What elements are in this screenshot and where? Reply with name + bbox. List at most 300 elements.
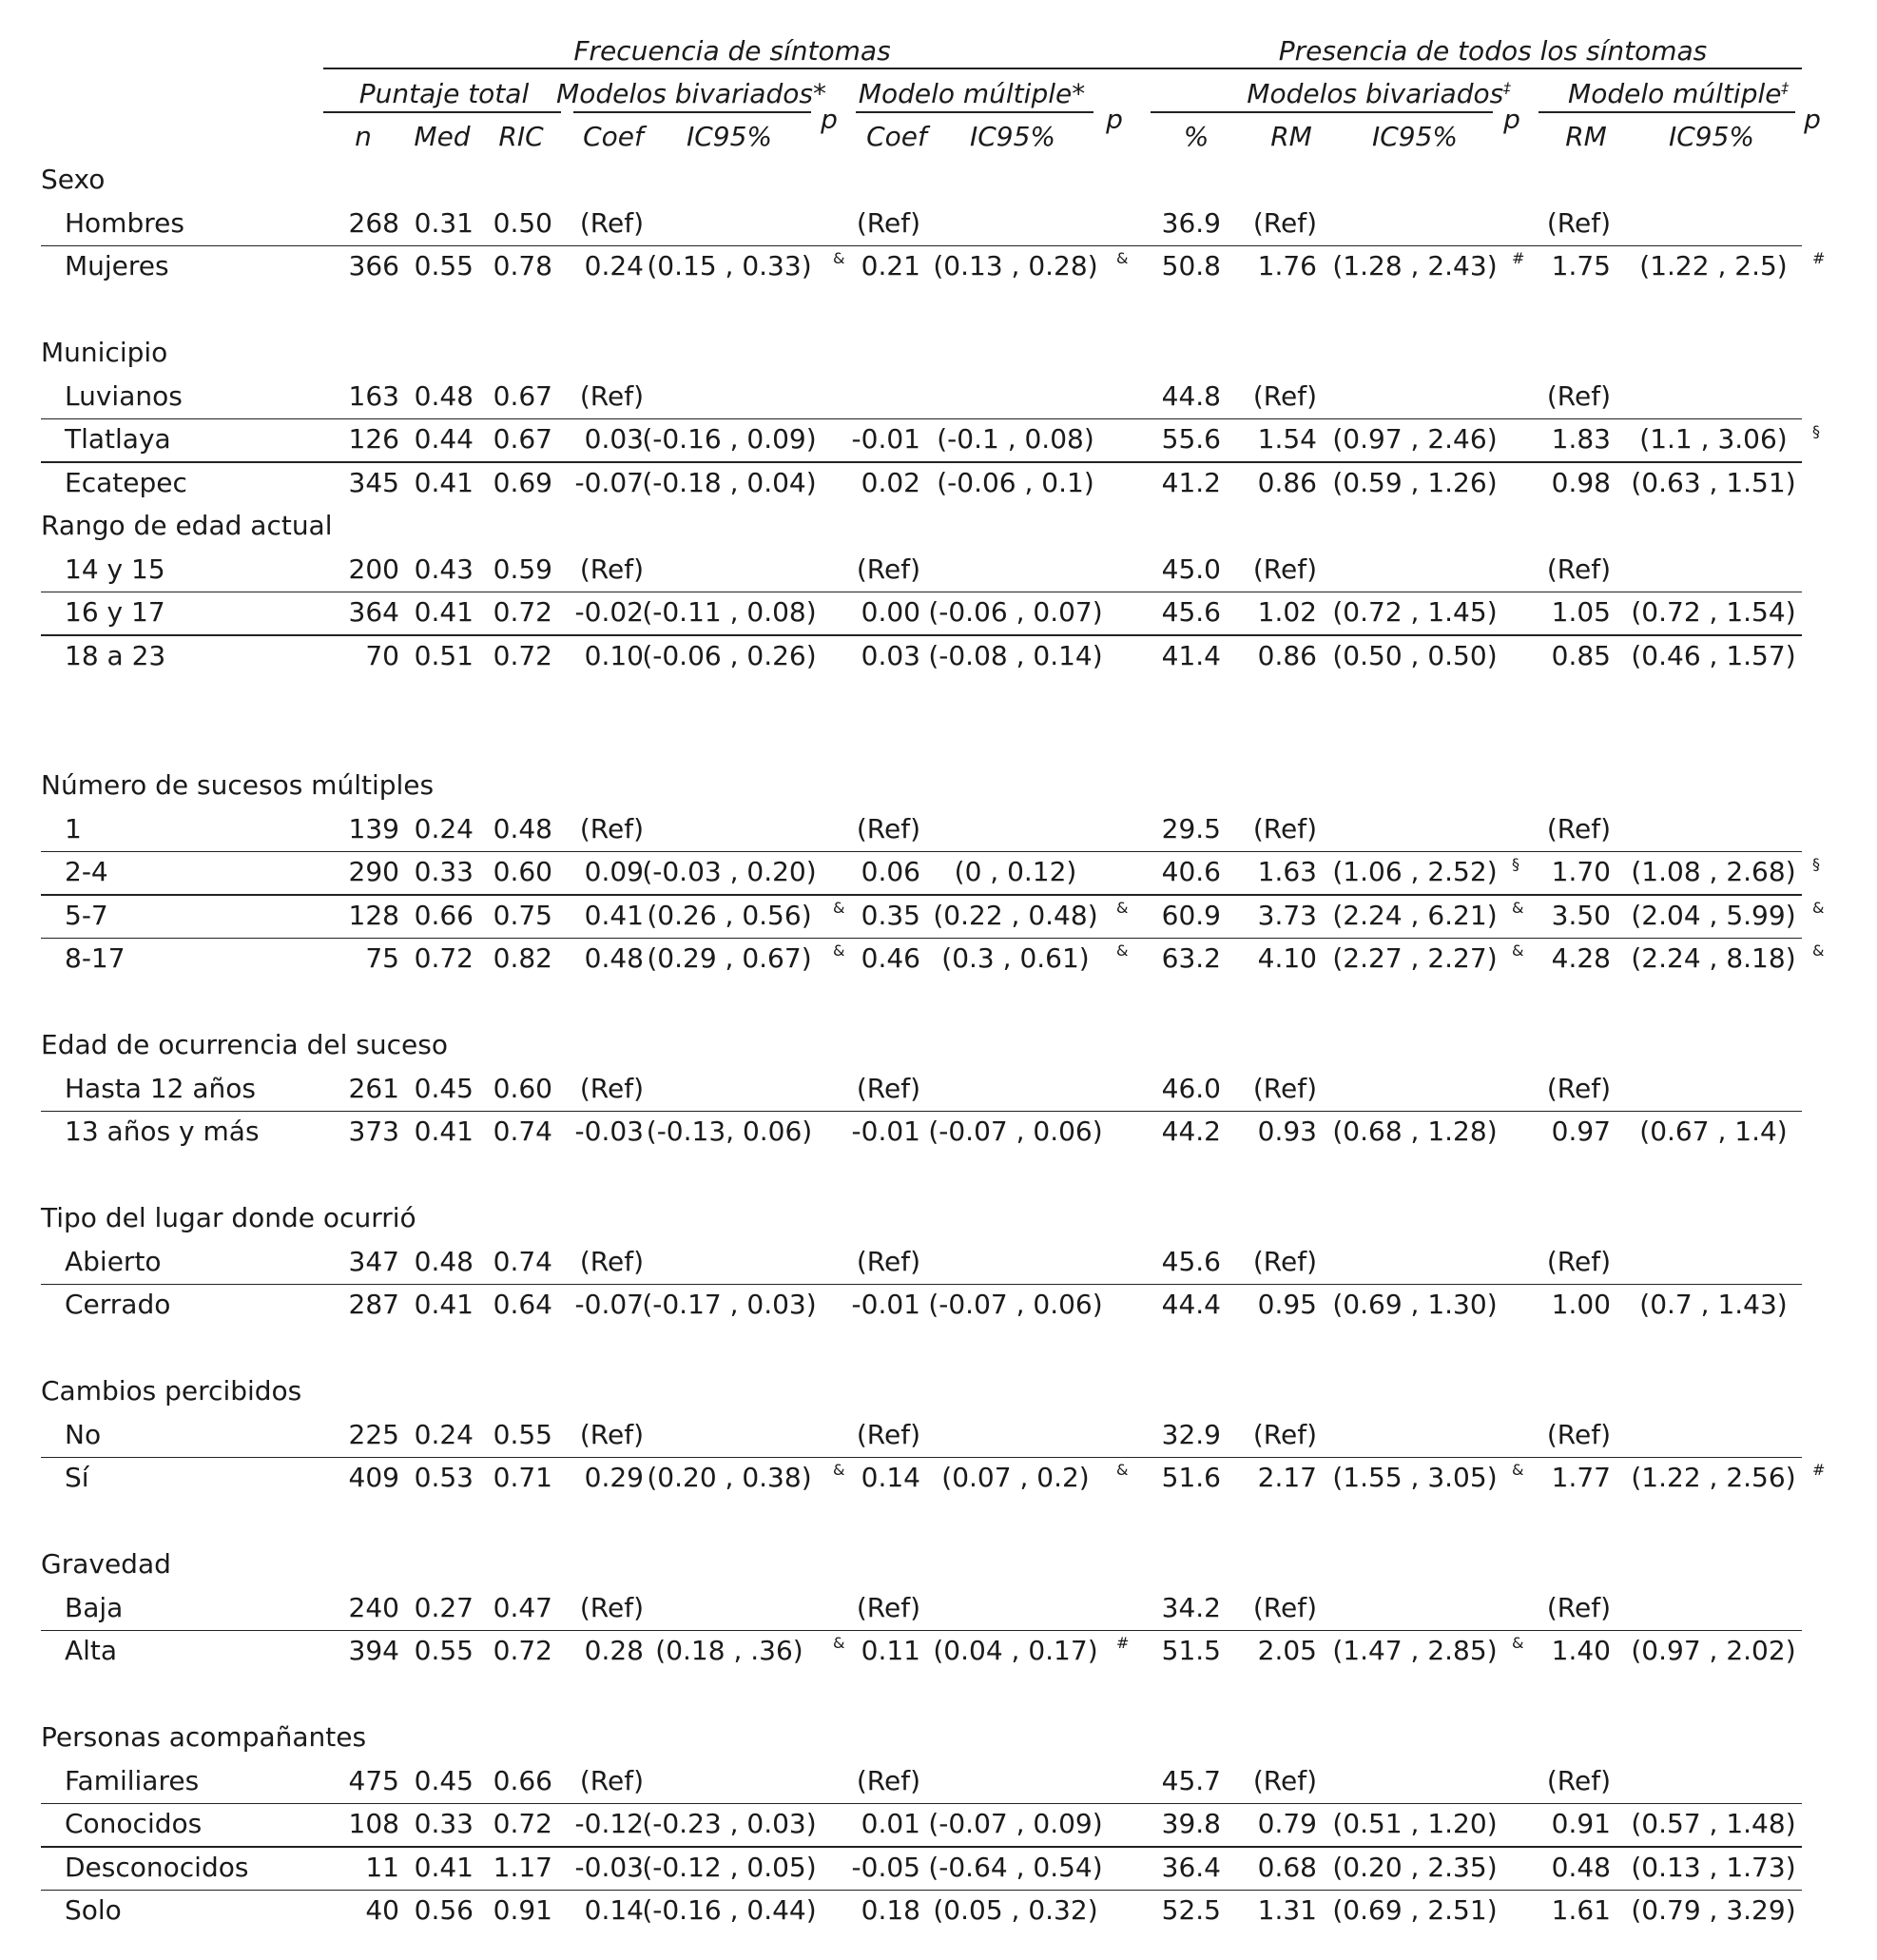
row-divider: [41, 1111, 1802, 1113]
cell-pct: 34.2: [1161, 1591, 1221, 1623]
cell-coef2: (Ref): [856, 206, 920, 239]
cell-rm2: 1.83: [1551, 423, 1611, 455]
header-puntaje-total: Puntaje total: [358, 78, 530, 109]
cell-rm1: 0.79: [1257, 1808, 1317, 1839]
row-divider: [41, 592, 1802, 593]
cell-rm2: 3.50: [1551, 899, 1611, 931]
cell-coef1: -0.07: [574, 1289, 644, 1320]
cell-pct: 29.5: [1161, 812, 1221, 844]
cell-coef2: (Ref): [856, 1418, 920, 1450]
cell-coef1: 0.41: [584, 899, 644, 931]
cell-ic1: (-0.06 , 0.26): [642, 639, 817, 671]
header-p-3: p: [1503, 104, 1520, 135]
cell-ric: 0.72: [493, 1808, 552, 1839]
cell-ric: 0.59: [493, 553, 552, 585]
cell-coef2: 0.18: [861, 1894, 920, 1926]
p-value-marker: &: [1812, 941, 1825, 960]
cell-ic1: (-0.16 , 0.09): [642, 423, 817, 455]
col-rm-2: RM: [1565, 121, 1607, 152]
cell-pct: 39.8: [1161, 1808, 1221, 1839]
cell-ic3: (0.59 , 1.26): [1332, 466, 1498, 498]
cell-med: 0.41: [414, 1289, 474, 1320]
row-label: Desconocidos: [65, 1851, 249, 1883]
cell-rm2: 1.00: [1551, 1289, 1611, 1320]
cell-ic1: (-0.13, 0.06): [646, 1116, 813, 1147]
cell-rm1: 0.95: [1257, 1289, 1317, 1320]
cell-n: 373: [348, 1116, 399, 1147]
cell-coef2: (Ref): [856, 1072, 920, 1104]
row-label: Abierto: [65, 1245, 162, 1277]
row-label: Alta: [65, 1635, 118, 1666]
cell-pct: 50.8: [1161, 250, 1221, 281]
cell-ic1: (0.26 , 0.56): [647, 899, 812, 931]
cell-ic3: (1.47 , 2.85): [1332, 1635, 1498, 1666]
cell-rm2: 1.05: [1551, 596, 1611, 628]
row-label: 13 años y más: [65, 1116, 260, 1147]
cell-ic4: (0.46 , 1.57): [1631, 639, 1796, 671]
cell-pct: 41.2: [1161, 466, 1221, 498]
p-value-marker: &: [833, 249, 845, 267]
cell-med: 0.33: [414, 1808, 474, 1839]
cell-coef1: (Ref): [579, 553, 644, 585]
header-rule-multiple-right: [1538, 111, 1795, 113]
cell-pct: 40.6: [1161, 856, 1221, 887]
cell-ic4: (2.04 , 5.99): [1631, 899, 1796, 931]
cell-ic3: (0.68 , 1.28): [1332, 1116, 1498, 1147]
cell-n: 347: [348, 1245, 399, 1277]
row-label: 8-17: [65, 942, 126, 974]
col-ic95-2: IC95%: [969, 121, 1056, 152]
cell-n: 475: [348, 1764, 399, 1796]
row-label: Tlatlaya: [65, 423, 171, 455]
cell-rm1: 2.05: [1257, 1635, 1317, 1666]
p-value-marker: &: [833, 898, 845, 917]
cell-coef1: 0.24: [584, 250, 644, 281]
group-title: Gravedad: [41, 1548, 171, 1580]
cell-ric: 0.74: [493, 1245, 552, 1277]
cell-coef2: 0.11: [861, 1635, 920, 1666]
cell-rm1: 1.02: [1257, 596, 1317, 628]
cell-coef1: (Ref): [579, 1418, 644, 1450]
cell-ic1: (-0.23 , 0.03): [642, 1808, 817, 1839]
header-modelo-multiple-left: Modelo múltiple*: [858, 78, 1086, 109]
cell-rm2: 0.98: [1551, 466, 1611, 498]
cell-rm1: 1.63: [1257, 856, 1317, 887]
cell-ric: 0.50: [493, 206, 552, 239]
cell-ic4: (0.13 , 1.73): [1631, 1851, 1796, 1883]
row-label: Conocidos: [65, 1808, 203, 1839]
cell-pct: 45.6: [1161, 596, 1221, 628]
cell-coef2: 0.14: [861, 1462, 920, 1493]
group-title: Rango de edad actual: [41, 510, 333, 541]
row-label: Baja: [65, 1591, 124, 1623]
group-title: Edad de ocurrencia del suceso: [41, 1029, 448, 1060]
p-value-marker: &: [1812, 898, 1825, 917]
cell-ic2: (0.13 , 0.28): [933, 250, 1098, 281]
cell-rm2: (Ref): [1546, 1418, 1611, 1450]
cell-pct: 52.5: [1161, 1894, 1221, 1926]
p-value-marker: §: [1512, 855, 1519, 873]
cell-ric: 0.72: [493, 1635, 552, 1666]
cell-ic3: (0.72 , 1.45): [1332, 596, 1498, 628]
cell-ric: 0.67: [493, 423, 552, 455]
row-divider: [41, 1457, 1802, 1459]
cell-ic1: (-0.03 , 0.20): [642, 856, 817, 887]
cell-rm1: 0.93: [1257, 1116, 1317, 1147]
row-label: Solo: [65, 1894, 122, 1926]
header-rule-multiple-left: [856, 111, 1093, 113]
cell-ic1: (0.29 , 0.67): [647, 942, 812, 974]
cell-ic4: (0.63 , 1.51): [1631, 466, 1796, 498]
cell-med: 0.45: [414, 1072, 474, 1104]
p-value-marker: §: [1812, 855, 1820, 873]
cell-ic2: (-0.08 , 0.14): [928, 639, 1103, 671]
header-presencia-sintomas: Presencia de todos los síntomas: [1278, 35, 1708, 67]
cell-ric: 0.64: [493, 1289, 552, 1320]
row-divider: [41, 851, 1802, 853]
cell-n: 366: [348, 250, 399, 281]
group-title: Municipio: [41, 337, 168, 368]
col-ic95-1: IC95%: [686, 121, 773, 152]
cell-ric: 0.69: [493, 466, 552, 498]
cell-ic3: (1.28 , 2.43): [1332, 250, 1498, 281]
cell-ic4: (0.79 , 3.29): [1631, 1894, 1796, 1926]
col-ic95-3: IC95%: [1371, 121, 1459, 152]
cell-ic1: (-0.16 , 0.44): [642, 1894, 817, 1926]
cell-rm2: (Ref): [1546, 1245, 1611, 1277]
cell-ic2: (0.05 , 0.32): [933, 1894, 1098, 1926]
cell-ic4: (2.24 , 8.18): [1631, 942, 1796, 974]
cell-coef1: -0.02: [574, 596, 644, 628]
cell-rm2: (Ref): [1546, 812, 1611, 844]
cell-coef2: -0.01: [851, 423, 920, 455]
col-coef-2: Coef: [866, 121, 927, 152]
cell-n: 163: [348, 379, 399, 412]
header-modelos-bivariados-right: Modelos bivariados‡: [1247, 78, 1511, 109]
header-p-4: p: [1804, 104, 1821, 135]
cell-ic3: (2.24 , 6.21): [1332, 899, 1498, 931]
cell-pct: 60.9: [1161, 899, 1221, 931]
cell-n: 139: [348, 812, 399, 844]
cell-rm2: (Ref): [1546, 553, 1611, 585]
cell-ic2: (0.22 , 0.48): [933, 899, 1098, 931]
cell-rm2: 1.70: [1551, 856, 1611, 887]
cell-ric: 0.67: [493, 379, 552, 412]
cell-coef1: 0.28: [584, 1635, 644, 1666]
cell-ric: 1.17: [493, 1851, 552, 1883]
p-value-marker: &: [833, 941, 845, 960]
cell-rm1: (Ref): [1252, 1245, 1317, 1277]
cell-rm2: 0.97: [1551, 1116, 1611, 1147]
p-value-marker: #: [1116, 1634, 1130, 1652]
cell-ic2: (0 , 0.12): [954, 856, 1077, 887]
group-title: Sexo: [41, 164, 106, 195]
cell-rm1: 1.76: [1257, 250, 1317, 281]
cell-rm1: (Ref): [1252, 553, 1317, 585]
cell-med: 0.53: [414, 1462, 474, 1493]
cell-pct: 45.0: [1161, 553, 1221, 585]
cell-coef2: (Ref): [856, 1245, 920, 1277]
cell-med: 0.43: [414, 553, 474, 585]
cell-ic1: (-0.17 , 0.03): [642, 1289, 817, 1320]
cell-ic3: (0.20 , 2.35): [1332, 1851, 1498, 1883]
cell-ic4: (1.22 , 2.56): [1631, 1462, 1796, 1493]
cell-ic3: (0.51 , 1.20): [1332, 1808, 1498, 1839]
cell-ric: 0.71: [493, 1462, 552, 1493]
cell-rm1: (Ref): [1252, 812, 1317, 844]
row-label: 5-7: [65, 899, 108, 931]
cell-med: 0.41: [414, 466, 474, 498]
cell-n: 108: [348, 1808, 399, 1839]
cell-med: 0.66: [414, 899, 474, 931]
header-modelo-multiple-right: Modelo múltiple‡: [1568, 78, 1789, 109]
cell-rm1: 1.54: [1257, 423, 1317, 455]
cell-rm2: 1.75: [1551, 250, 1611, 281]
cell-n: 345: [348, 466, 399, 498]
cell-ic4: (0.72 , 1.54): [1631, 596, 1796, 628]
cell-rm2: (Ref): [1546, 379, 1611, 412]
p-value-marker: §: [1812, 422, 1820, 440]
p-value-marker: #: [1812, 1461, 1826, 1479]
cell-rm2: (Ref): [1546, 206, 1611, 239]
cell-n: 126: [348, 423, 399, 455]
cell-rm1: (Ref): [1252, 379, 1317, 412]
cell-med: 0.41: [414, 596, 474, 628]
row-divider: [41, 461, 1802, 463]
cell-pct: 32.9: [1161, 1418, 1221, 1450]
p-value-marker: &: [1116, 1461, 1129, 1479]
p-value-marker: &: [833, 1634, 845, 1652]
cell-ric: 0.72: [493, 596, 552, 628]
cell-med: 0.33: [414, 856, 474, 887]
cell-rm1: (Ref): [1252, 1591, 1317, 1623]
cell-rm1: 0.86: [1257, 639, 1317, 671]
cell-med: 0.48: [414, 1245, 474, 1277]
cell-ic2: (-0.1 , 0.08): [937, 423, 1094, 455]
cell-n: 364: [348, 596, 399, 628]
cell-med: 0.55: [414, 1635, 474, 1666]
cell-coef1: 0.10: [584, 639, 644, 671]
cell-ric: 0.60: [493, 856, 552, 887]
cell-coef2: (Ref): [856, 1764, 920, 1796]
cell-ic4: (0.57 , 1.48): [1631, 1808, 1796, 1839]
p-value-marker: &: [833, 1461, 845, 1479]
row-label: Hombres: [65, 206, 184, 239]
header-frecuencia-sintomas: Frecuencia de síntomas: [573, 35, 891, 67]
cell-coef1: (Ref): [579, 812, 644, 844]
cell-pct: 63.2: [1161, 942, 1221, 974]
col-coef-1: Coef: [583, 121, 644, 152]
row-divider: [41, 1803, 1802, 1805]
cell-rm2: (Ref): [1546, 1072, 1611, 1104]
p-value-marker: #: [1512, 249, 1525, 267]
cell-med: 0.56: [414, 1894, 474, 1926]
cell-rm2: (Ref): [1546, 1764, 1611, 1796]
cell-n: 240: [348, 1591, 399, 1623]
cell-coef1: 0.29: [584, 1462, 644, 1493]
group-title: Cambios percibidos: [41, 1375, 302, 1407]
cell-ric: 0.78: [493, 250, 552, 281]
cell-pct: 51.5: [1161, 1635, 1221, 1666]
cell-n: 268: [348, 206, 399, 239]
cell-med: 0.41: [414, 1116, 474, 1147]
cell-rm1: 2.17: [1257, 1462, 1317, 1493]
cell-coef1: (Ref): [579, 379, 644, 412]
cell-coef2: 0.46: [861, 942, 920, 974]
cell-rm2: 1.40: [1551, 1635, 1611, 1666]
cell-ic3: (0.69 , 1.30): [1332, 1289, 1498, 1320]
cell-rm2: 1.77: [1551, 1462, 1611, 1493]
cell-ic2: (-0.06 , 0.07): [928, 596, 1103, 628]
cell-ic3: (1.55 , 3.05): [1332, 1462, 1498, 1493]
cell-rm1: (Ref): [1252, 206, 1317, 239]
cell-n: 40: [365, 1894, 399, 1926]
cell-rm1: 0.86: [1257, 466, 1317, 498]
row-divider: [41, 245, 1802, 247]
row-label: No: [65, 1418, 102, 1450]
cell-ic1: (0.15 , 0.33): [647, 250, 812, 281]
cell-n: 394: [348, 1635, 399, 1666]
cell-ic3: (0.50 , 0.50): [1332, 639, 1498, 671]
cell-med: 0.72: [414, 942, 474, 974]
cell-ic4: (0.7 , 1.43): [1639, 1289, 1788, 1320]
header-p-2: p: [1106, 104, 1123, 135]
row-divider: [41, 1284, 1802, 1286]
col-n: n: [355, 121, 372, 152]
cell-pct: 51.6: [1161, 1462, 1221, 1493]
cell-coef2: 0.00: [861, 596, 920, 628]
cell-ric: 0.74: [493, 1116, 552, 1147]
col-med: Med: [414, 121, 471, 152]
cell-n: 11: [365, 1851, 399, 1883]
cell-ic2: (-0.64 , 0.54): [928, 1851, 1103, 1883]
header-rule-bivariados-right: [1151, 111, 1493, 113]
cell-rm2: 0.85: [1551, 639, 1611, 671]
cell-rm2: 4.28: [1551, 942, 1611, 974]
cell-coef1: -0.12: [574, 1808, 644, 1839]
row-divider: [41, 1846, 1802, 1848]
col-ric: RIC: [498, 121, 544, 152]
cell-rm1: (Ref): [1252, 1764, 1317, 1796]
row-label: Mujeres: [65, 250, 169, 281]
p-value-marker: &: [1116, 898, 1129, 917]
cell-ic4: (1.1 , 3.06): [1639, 423, 1788, 455]
row-label: Familiares: [65, 1764, 200, 1796]
cell-ic3: (2.27 , 2.27): [1332, 942, 1498, 974]
cell-ic4: (0.97 , 2.02): [1631, 1635, 1796, 1666]
cell-coef2: 0.35: [861, 899, 920, 931]
cell-med: 0.45: [414, 1764, 474, 1796]
row-divider: [41, 938, 1802, 940]
cell-med: 0.55: [414, 250, 474, 281]
cell-ic1: (-0.11 , 0.08): [642, 596, 817, 628]
p-value-marker: &: [1512, 1461, 1524, 1479]
cell-pct: 45.6: [1161, 1245, 1221, 1277]
row-divider: [41, 418, 1802, 420]
row-label: 16 y 17: [65, 596, 165, 628]
cell-pct: 55.6: [1161, 423, 1221, 455]
cell-rm2: 0.91: [1551, 1808, 1611, 1839]
row-divider: [41, 894, 1802, 896]
cell-med: 0.44: [414, 423, 474, 455]
cell-coef1: 0.14: [584, 1894, 644, 1926]
cell-coef2: 0.21: [861, 250, 920, 281]
cell-med: 0.48: [414, 379, 474, 412]
cell-ic1: (-0.12 , 0.05): [642, 1851, 817, 1883]
row-label: 1: [65, 812, 82, 844]
cell-coef2: 0.06: [861, 856, 920, 887]
cell-ic4: (1.08 , 2.68): [1631, 856, 1796, 887]
cell-ic1: (0.18 , .36): [655, 1635, 803, 1666]
cell-coef2: 0.01: [861, 1808, 920, 1839]
cell-med: 0.51: [414, 639, 474, 671]
cell-coef2: -0.01: [851, 1289, 920, 1320]
cell-pct: 36.4: [1161, 1851, 1221, 1883]
cell-ic1: (-0.18 , 0.04): [642, 466, 817, 498]
cell-coef2: -0.05: [851, 1851, 920, 1883]
cell-n: 128: [348, 899, 399, 931]
group-title: Número de sucesos múltiples: [41, 769, 435, 801]
p-value-marker: &: [1116, 249, 1129, 267]
cell-rm2: 0.48: [1551, 1851, 1611, 1883]
p-value-marker: &: [1116, 941, 1129, 960]
header-rule-puntaje: [323, 111, 561, 113]
col-rm-1: RM: [1270, 121, 1312, 152]
cell-rm1: 4.10: [1257, 942, 1317, 974]
cell-ric: 0.47: [493, 1591, 552, 1623]
cell-coef1: -0.03: [574, 1116, 644, 1147]
cell-ic2: (0.07 , 0.2): [941, 1462, 1090, 1493]
cell-pct: 46.0: [1161, 1072, 1221, 1104]
row-divider: [41, 634, 1802, 636]
cell-ric: 0.48: [493, 812, 552, 844]
cell-n: 70: [365, 639, 399, 671]
cell-med: 0.41: [414, 1851, 474, 1883]
row-label: 18 a 23: [65, 639, 166, 671]
cell-n: 75: [365, 942, 399, 974]
cell-med: 0.31: [414, 206, 474, 239]
cell-ric: 0.91: [493, 1894, 552, 1926]
group-title: Personas acompañantes: [41, 1721, 367, 1753]
p-value-marker: &: [1512, 898, 1524, 917]
cell-pct: 44.2: [1161, 1116, 1221, 1147]
cell-coef1: -0.03: [574, 1851, 644, 1883]
cell-n: 200: [348, 553, 399, 585]
cell-coef2: (Ref): [856, 812, 920, 844]
row-label: Sí: [65, 1462, 89, 1493]
cell-ric: 0.82: [493, 942, 552, 974]
cell-med: 0.24: [414, 812, 474, 844]
cell-ic3: (0.97 , 2.46): [1332, 423, 1498, 455]
row-label: Hasta 12 años: [65, 1072, 256, 1104]
cell-ric: 0.60: [493, 1072, 552, 1104]
cell-med: 0.24: [414, 1418, 474, 1450]
col-ic95-4: IC95%: [1668, 121, 1755, 152]
cell-rm1: 3.73: [1257, 899, 1317, 931]
cell-ic2: (0.04 , 0.17): [933, 1635, 1098, 1666]
cell-ric: 0.72: [493, 639, 552, 671]
header-modelos-bivariados-left: Modelos bivariados*: [556, 78, 826, 109]
cell-coef1: 0.09: [584, 856, 644, 887]
cell-rm1: (Ref): [1252, 1418, 1317, 1450]
cell-coef2: (Ref): [856, 553, 920, 585]
cell-ic3: (1.06 , 2.52): [1332, 856, 1498, 887]
header-rule-top: [323, 68, 1802, 69]
row-label: Ecatepec: [65, 466, 187, 498]
cell-coef1: (Ref): [579, 1591, 644, 1623]
cell-coef2: (Ref): [856, 1591, 920, 1623]
cell-coef1: (Ref): [579, 1764, 644, 1796]
